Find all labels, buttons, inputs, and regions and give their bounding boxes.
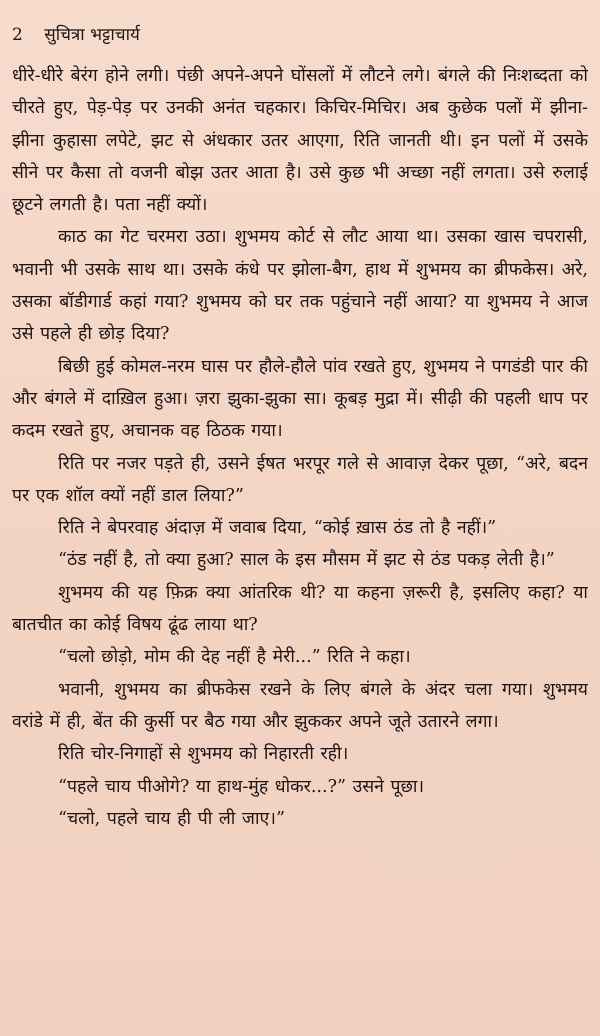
paragraph: रिति चोर-निगाहों से शुभमय को निहारती रही। bbox=[58, 744, 349, 765]
paragraph: बिछी हुई कोमल-नरम घास पर हौले-हौले पांव रखते हुए, शुभमय ने पगडंडी पार की और बंगले में दाख़िल हुआ। ज़रा झुका-झुका सा। कूबड़ मुद्रा में। सीढ़ी की पहली धाप पर कदम रखते हुए, अचानक वह ठिठक गया। bbox=[12, 356, 588, 442]
paragraph: “चलो, पहले चाय ही पी ली जाए।” bbox=[58, 808, 285, 829]
body-text bbox=[12, 60, 588, 1030]
paragraph: काठ का गेट चरमरा उठा। शुभमय कोर्ट से लौट आया था। उसका खास चपरासी, भवानी भी उसके साथ था। उसके कंधे पर झोला-बैग, हाथ में शुभमय का ब्रीफकेस। अरे, उसका बॉडीगार्ड कहां गया? शुभमय को घर तक पहुंचाने नहीं आया? या शुभमय ने आज उसे पहले ही छोड़ दिया? bbox=[12, 227, 588, 345]
paragraph: रिति ने बेपरवाह अंदाज़ में जवाब दिया, “कोई ख़ास ठंड तो है नहीं।” bbox=[58, 518, 497, 539]
page-header bbox=[12, 15, 588, 55]
paragraph: धीरे-धीरे बेरंग होने लगी। पंछी अपने-अपने घोंसलों में लौटने लगे। बंगले की निःशब्दता को चीरते हुए, पेड़-पेड़ पर उनकी अनंत चहकार। किचिर-मिचिर। अब कुछेक पलों में झीना-झीना कुहासा लपेटे, झट से अंधकार उतर आएगा, रिति जानती थी। इन पलों में उसके सीने पर कैसा तो वजनी बोझ उतर आता है। उसे कुछ भी अच्छा नहीं लगता। उसे रुलाई छूटने लगती है। पता नहीं क्यों। bbox=[12, 66, 588, 216]
running-head: सुचित्रा भट्टाचार्य bbox=[44, 25, 140, 45]
paragraph: “पहले चाय पीओगे? या हाथ-मुंह धोकर...?” उसने पूछा। bbox=[58, 776, 425, 797]
paragraph: रिति पर नजर पड़ते ही, उसने ईषत भरपूर गले से आवाज़ देकर पूछा, “अरे, बदन पर एक शॉल क्यों नहीं डाल लिया?” bbox=[12, 453, 588, 506]
paragraph: भवानी, शुभमय का ब्रीफकेस रखने के लिए बंगले के अंदर चला गया। शुभमय वरांडे में ही, बेंत की कुर्सी पर बैठ गया और झुककर अपने जूते उतारने लगा। bbox=[12, 679, 588, 732]
paragraph: “ठंड नहीं है, तो क्या हुआ? साल के इस मौसम में झट से ठंड पकड़ लेती है।” bbox=[58, 550, 555, 571]
paragraph: “चलो छोड़ो, मोम की देह नहीं है मेरी...” रिति ने कहा। bbox=[58, 647, 411, 668]
page-number: 2 bbox=[12, 25, 23, 45]
paragraph: शुभमय की यह फ़िक्र क्या आंतरिक थी? या कहना ज़रूरी है, इसलिए कहा? या बातचीत का कोई विषय ढूंढ लाया था? bbox=[12, 582, 588, 636]
